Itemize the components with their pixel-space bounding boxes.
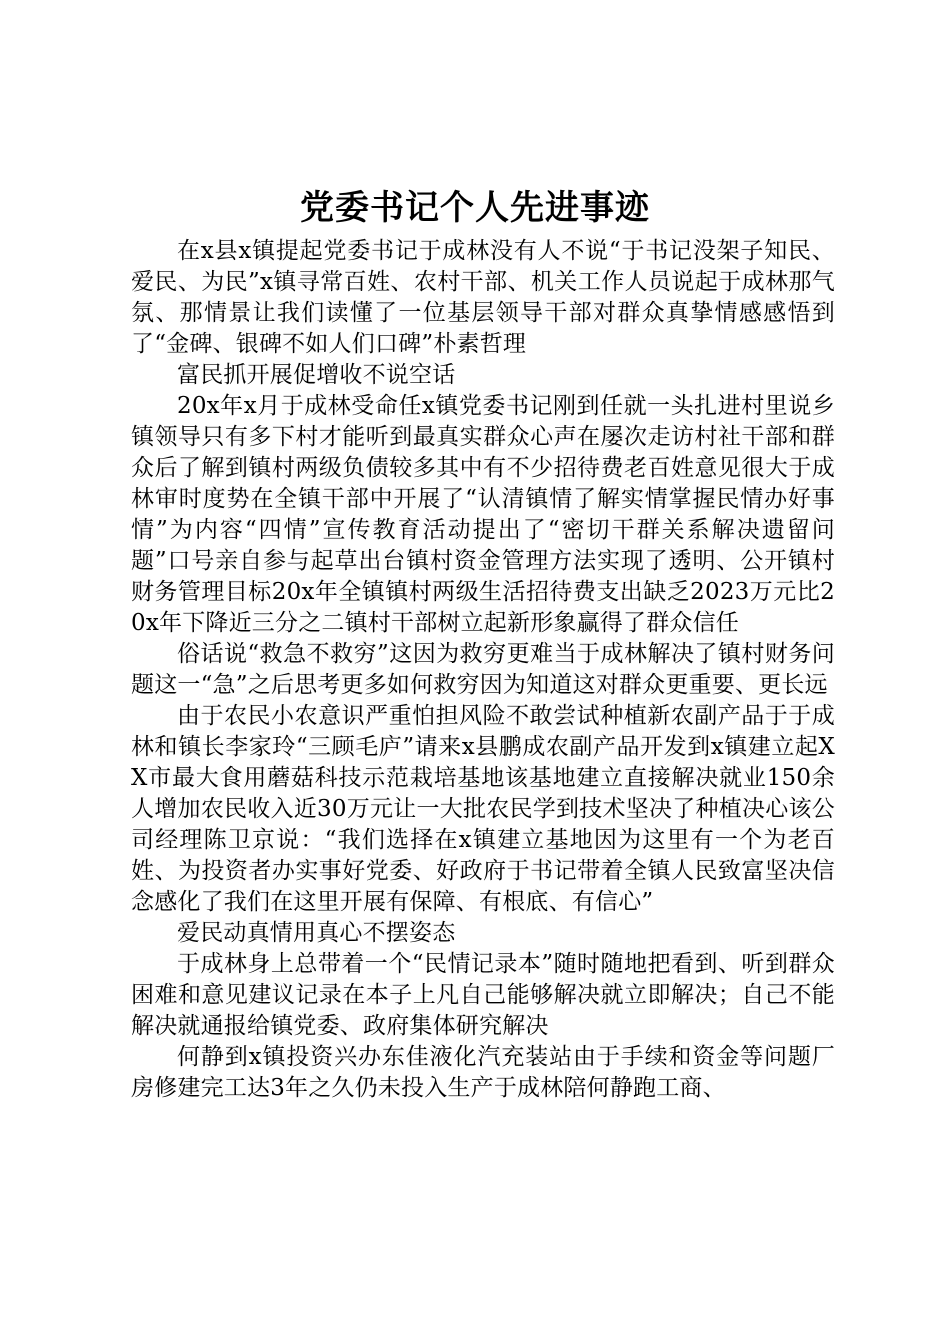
paragraph-poverty: 俗话说“救急不救穷”这因为救穷更难当于成林解决了镇村财务问题这一“急”之后思考更多如何救穷因为知道这对群众更重要、更长远 bbox=[131, 641, 835, 698]
document-title: 党委书记个人先进事迹 bbox=[300, 188, 650, 228]
section-heading-love: 爱民动真情用真心不摆姿态 bbox=[177, 920, 456, 946]
section-heading-enrich: 富民抓开展促增收不说空话 bbox=[177, 362, 456, 388]
paragraph-notebook: 于成林身上总带着一个“民情记录本”随时随地把看到、听到群众困难和意见建议记录在本子上凡自己能够解决就立即解决；自己不能解决就通报给镇党委、政府集体研究解决 bbox=[131, 951, 835, 1039]
paragraph-intro: 在x县x镇提起党委书记于成林没有人不说“于书记没架子知民、爱民、为民”x镇寻常百姓、农村干部、机关工作人员说起于成林那气氛、那情景让我们读懂了一位基层领导干部对群众真挚情感感悟到了“金碑、银碑不如人们口碑”朴素哲理 bbox=[131, 238, 835, 357]
paragraph-mushroom-base: 由于农民小农意识严重怕担风险不敢尝试种植新农副产品于于成林和镇长李家玲“三顾毛庐”请来x县鹏成农副产品开发到x镇建立起XX市最大食用蘑菇科技示范栽培基地该基地建立直接解决就业150余人增加农民收入近30万元让一大批农民学到技术坚决了种植决心该公司经理陈卫京说：“我们选择在x镇建立基地因为这里有一个为老百姓、为投资者办实事好党委、好政府于书记带着全镇人民致富坚决信念感化了我们在这里开展有保障、有根底、有信心” bbox=[131, 703, 835, 915]
paragraph-gas-station: 何静到x镇投资兴办东佳液化汽充装站由于手续和资金等问题厂房修建完工达3年之久仍未投入生产于成林陪何静跑工商、 bbox=[131, 1044, 835, 1101]
paragraph-finance: 20x年x月于成林受命任x镇党委书记刚到任就一头扎进村里说乡镇领导只有多下村才能听到最真实群众心声在屡次走访村社干部和群众后了解到镇村两级负债较多其中有不少招待费老百姓意见很大于成林审时度势在全镇干部中开展了“认清镇情了解实情掌握民情办好事情”为内容“四情”宣传教育活动提出了“密切干群关系解决遗留问题”口号亲自参与起草出台镇村资金管理方法实现了透明、公开镇村财务管理目标20x年全镇镇村两级生活招待费支出缺乏2023万元比20x年下降近三分之二镇村干部树立起新形象赢得了群众信任 bbox=[131, 393, 835, 636]
document-body bbox=[131, 236, 835, 1104]
